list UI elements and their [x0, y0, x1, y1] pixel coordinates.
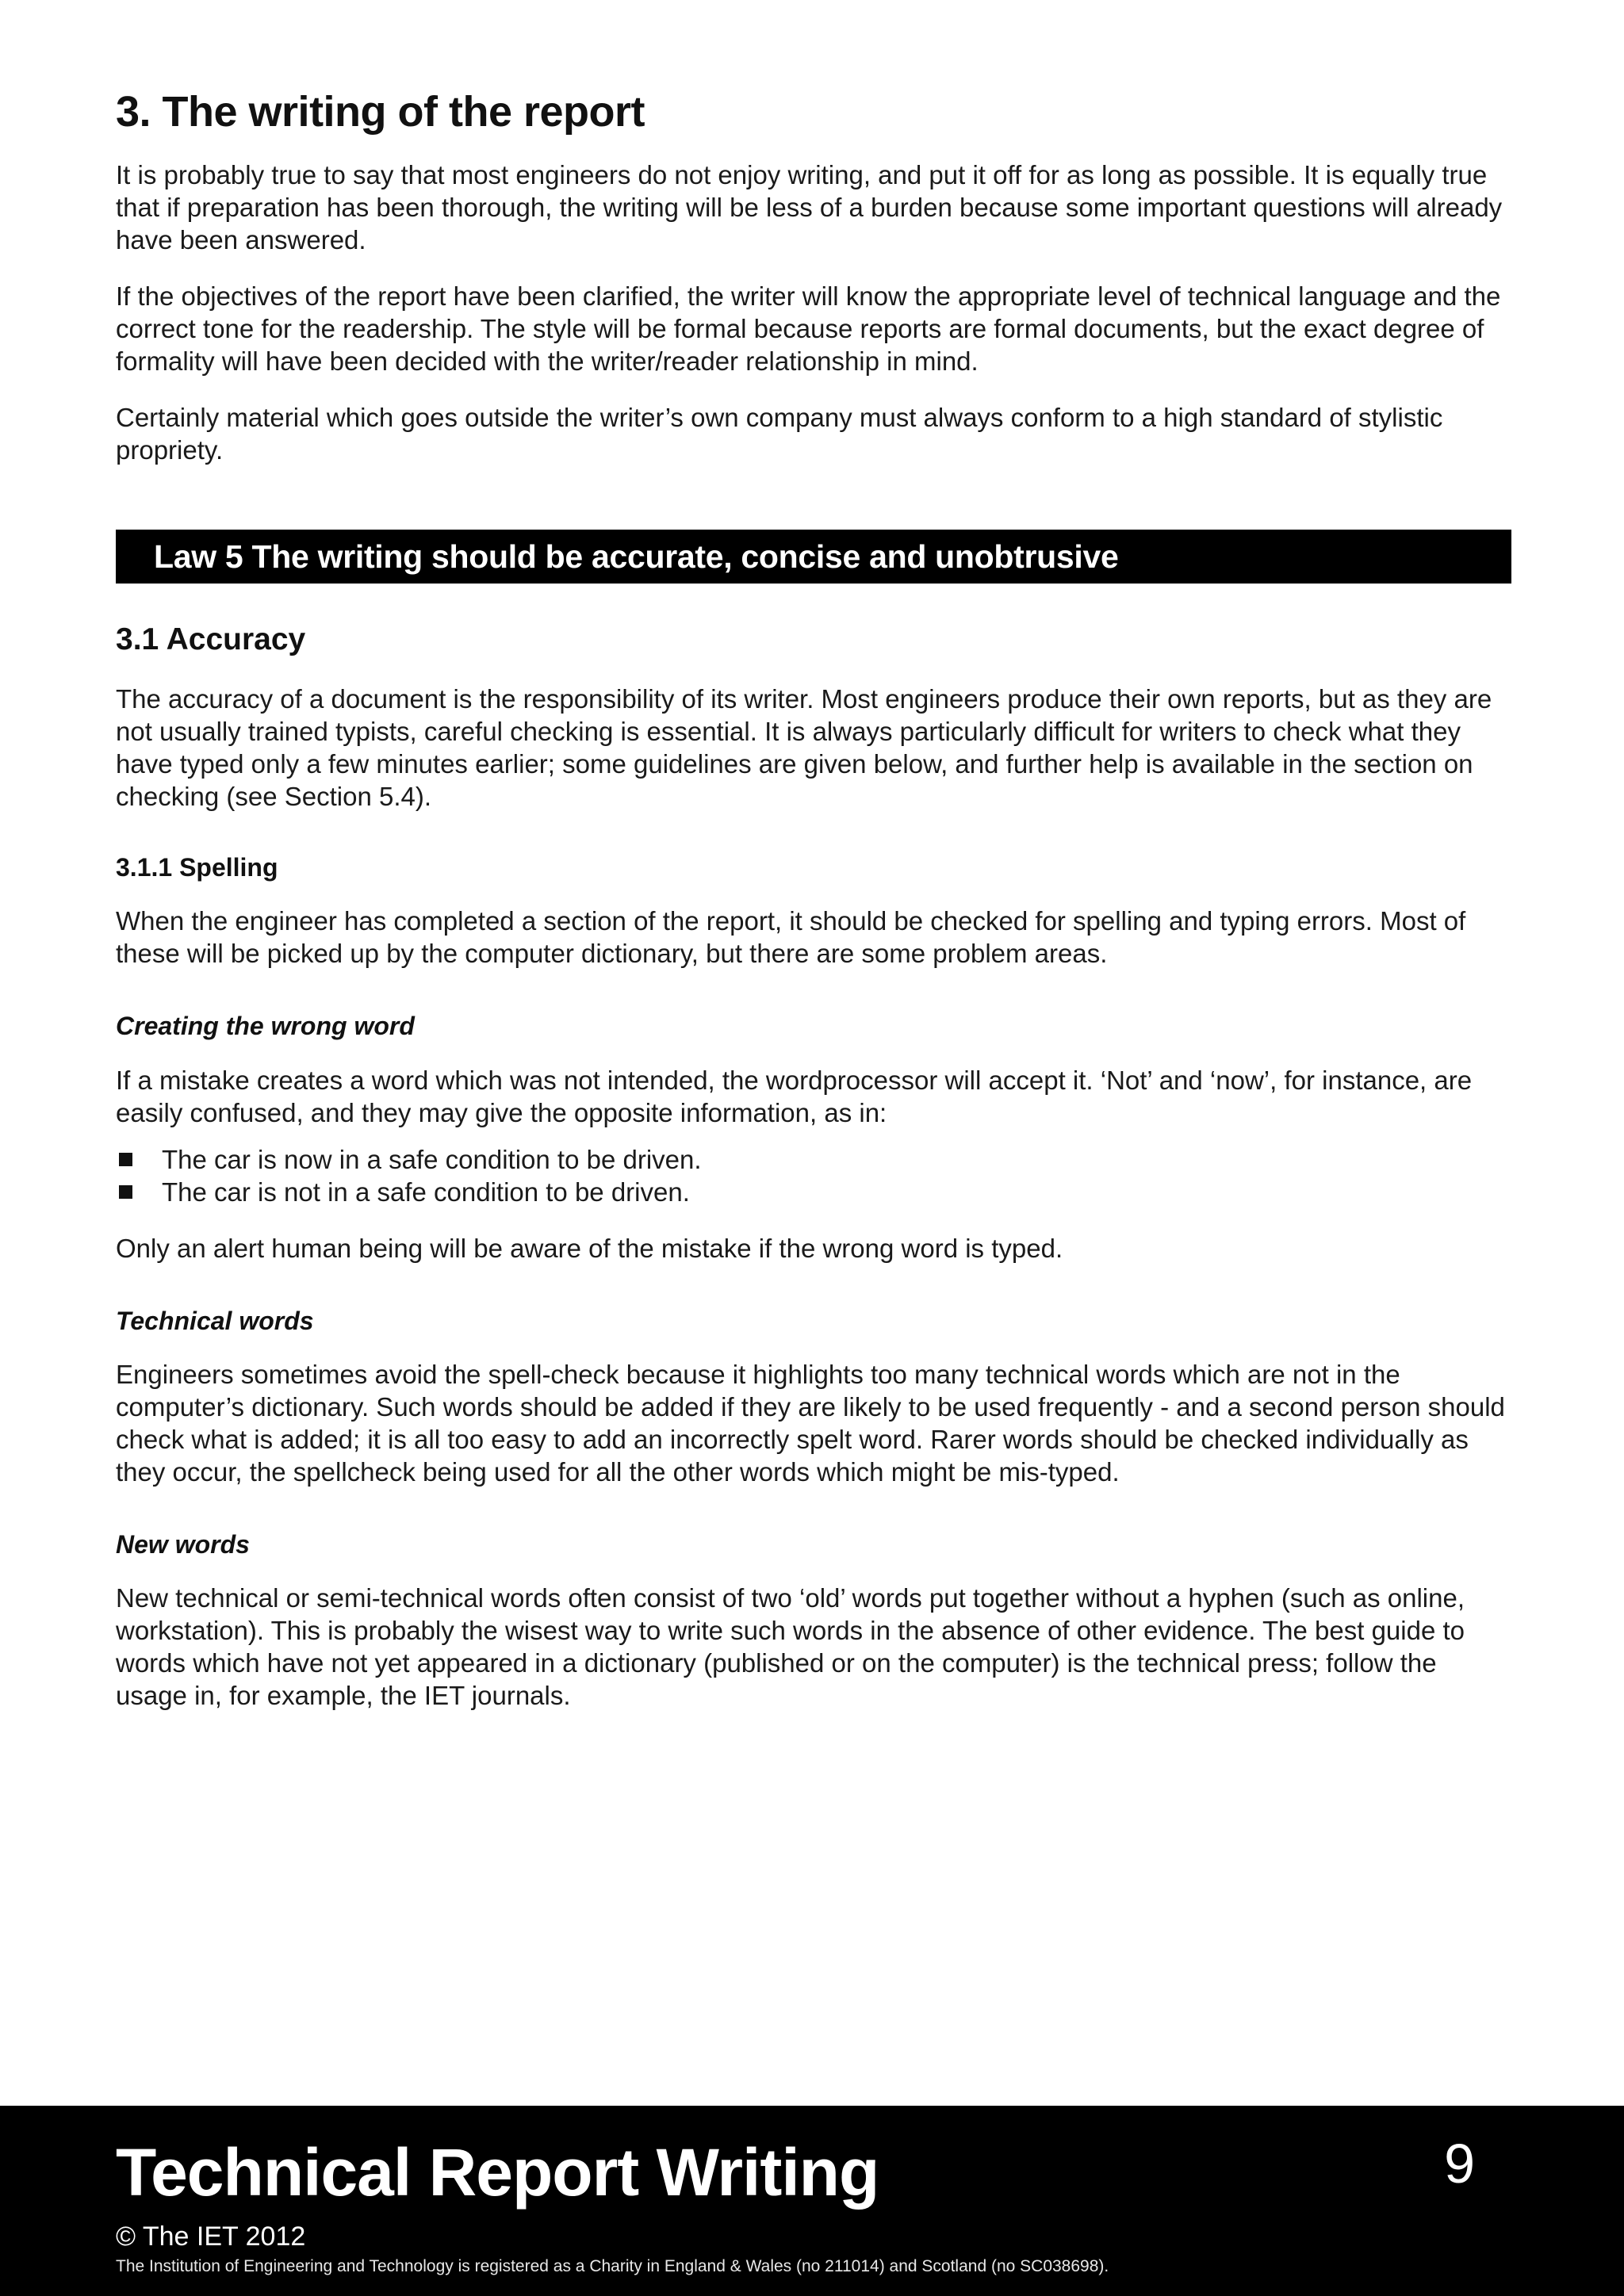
section-3-paragraph-3: Certainly material which goes outside the writer’s own company must always conform to a high standard of stylistic propriety.: [116, 403, 1443, 465]
wrong-word-paragraph: If a mistake creates a word which was not intended, the wordprocessor will accept it. ‘Not’ and ‘now’, for instance, are easily confused, and they may give the opposite information, as in:: [116, 1065, 1473, 1127]
technical-words-paragraph: Engineers sometimes avoid the spell-check because it highlights too many technical words which are not in the computer’s dictionary. Such words should be added if they are likely to be used frequently - and a second person should check what is added; it is all too easy to add an incorrectly spelt word. Rarer words should be checked individually as they occur, the spellcheck being used for all the other words which might be mis-typed.: [116, 1360, 1505, 1487]
new-words-paragraph: New technical or semi-technical words often consist of two ‘old’ words put together without a hyphen (such as online, workstation). This is probably the wisest way to write such words in the absence of other evidence. The best guide to words which have not yet appeared in a dictionary (published or on the computer) is the technical press; follow the usage in, for example, the IET journals.: [116, 1583, 1465, 1711]
list-item-text: The car is now in a safe condition to be driven.: [162, 1144, 702, 1174]
section-3-1-paragraph: The accuracy of a document is the responsibility of its writer. Most engineers produce their own reports, but as they are not usually trained typists, careful checking is essential. It is always particularly difficult for writers to check what they have typed only a few minutes earlier; some guidelines are given below, and further help is available in the section on checking (see Section 5.4).: [116, 683, 1492, 811]
wrong-word-heading: Creating the wrong word: [116, 1012, 415, 1041]
square-bullet-icon: [119, 1185, 132, 1199]
section-3-paragraph-2: If the objectives of the report have been clarified, the writer will know the appropriate level of technical language and the correct tone for the readership. The style will be formal because reports are formal documents, but the exact degree of formality will have been decided with the writer/reader relationship in mind.: [116, 281, 1501, 377]
charity-notice: The Institution of Engineering and Technology is registered as a Charity in England & Wales (no 211014) and Scotland (no SC038698).: [116, 2257, 1109, 2275]
law-5-banner: Law 5 The writing should be accurate, concise and unobtrusive: [116, 530, 1511, 584]
section-3-paragraph-1: It is probably true to say that most engineers do not enjoy writing, and put it off for as long as possible. It is equally true that if preparation has been thorough, the writing will be less of a burden because some important questions will already have been answered.: [116, 160, 1503, 255]
list-item: [116, 1176, 1511, 1208]
wrong-word-conclusion: Only an alert human being will be aware of the mistake if the wrong word is typed.: [116, 1233, 1063, 1263]
example-bullet-list: [116, 1143, 1511, 1208]
new-words-heading: New words: [116, 1530, 250, 1559]
technical-words-heading: Technical words: [116, 1306, 314, 1335]
section-3-1-heading: 3.1 Accuracy: [116, 622, 306, 657]
section-3-heading: 3. The writing of the report: [116, 88, 645, 136]
list-item-text: The car is not in a safe condition to be driven.: [162, 1177, 690, 1207]
document-body: [116, 87, 1511, 1735]
square-bullet-icon: [119, 1153, 132, 1166]
list-item: [116, 1143, 1511, 1176]
page-number: 9: [1444, 2133, 1475, 2195]
section-3-1-1-heading: 3.1.1 Spelling: [116, 852, 278, 882]
page-footer: [0, 2106, 1624, 2296]
copyright-notice: © The IET 2012: [116, 2221, 306, 2252]
section-3-1-1-paragraph: When the engineer has completed a section of the report, it should be checked for spelling and typing errors. Most of these will be picked up by the computer dictionary, but there are some problem areas.: [116, 906, 1466, 969]
footer-title: Technical Report Writing: [116, 2135, 879, 2210]
